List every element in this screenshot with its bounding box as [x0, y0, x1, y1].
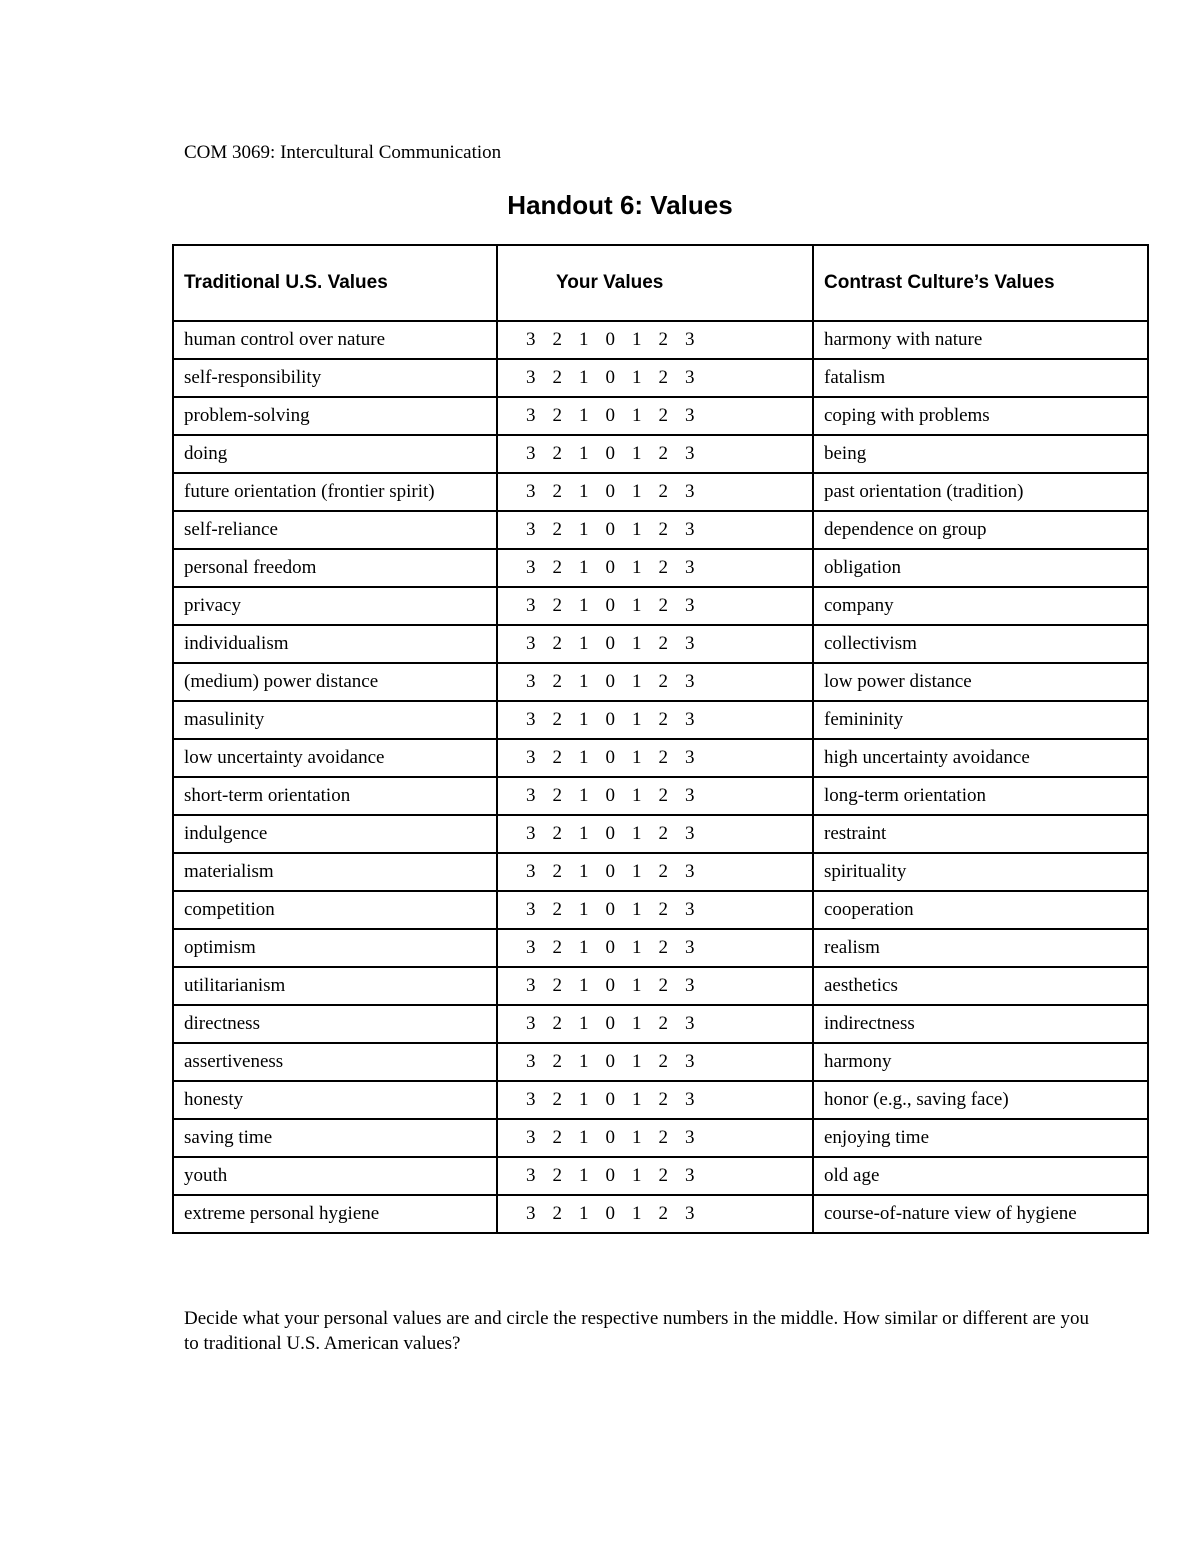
rating-number[interactable]: 2 — [552, 1165, 562, 1186]
traditional-value-cell: materialism — [173, 853, 497, 891]
rating-number[interactable]: 3 — [685, 785, 695, 806]
rating-number[interactable]: 1 — [579, 367, 589, 388]
rating-scale — [526, 861, 812, 883]
rating-number[interactable]: 0 — [605, 1051, 615, 1072]
rating-scale-cell — [497, 1119, 813, 1157]
rating-number[interactable]: 3 — [526, 899, 536, 920]
table-row — [173, 1005, 1148, 1043]
rating-number[interactable]: 0 — [605, 557, 615, 578]
rating-number[interactable]: 1 — [632, 1013, 642, 1034]
traditional-value-cell: personal freedom — [173, 549, 497, 587]
traditional-value-cell: extreme personal hygiene — [173, 1195, 497, 1233]
traditional-value-cell: doing — [173, 435, 497, 473]
values-table — [172, 244, 1149, 1234]
rating-scale — [526, 633, 812, 655]
rating-number[interactable]: 1 — [579, 785, 589, 806]
rating-number[interactable]: 2 — [552, 937, 562, 958]
rating-number[interactable]: 2 — [658, 633, 668, 654]
table-row — [173, 967, 1148, 1005]
traditional-value-cell: youth — [173, 1157, 497, 1195]
rating-number[interactable]: 3 — [685, 519, 695, 540]
contrast-value-cell: realism — [813, 929, 1148, 967]
rating-number[interactable]: 1 — [579, 633, 589, 654]
rating-number[interactable]: 3 — [685, 557, 695, 578]
table-row — [173, 891, 1148, 929]
rating-number[interactable]: 1 — [579, 519, 589, 540]
rating-number[interactable]: 1 — [632, 329, 642, 350]
traditional-value-cell: problem-solving — [173, 397, 497, 435]
contrast-value-cell: fatalism — [813, 359, 1148, 397]
rating-number[interactable]: 2 — [552, 329, 562, 350]
rating-scale-cell — [497, 777, 813, 815]
rating-scale-cell — [497, 511, 813, 549]
rating-number[interactable]: 2 — [552, 367, 562, 388]
rating-scale — [526, 671, 812, 693]
rating-number[interactable]: 2 — [658, 481, 668, 502]
contrast-value-cell: honor (e.g., saving face) — [813, 1081, 1148, 1119]
rating-number[interactable]: 3 — [685, 1203, 695, 1224]
header-contrast-values: Contrast Culture’s Values — [813, 245, 1148, 321]
rating-number[interactable]: 3 — [526, 595, 536, 616]
rating-number[interactable]: 0 — [605, 405, 615, 426]
rating-number[interactable]: 2 — [658, 785, 668, 806]
rating-number[interactable]: 2 — [658, 899, 668, 920]
rating-number[interactable]: 3 — [526, 671, 536, 692]
traditional-value-cell: assertiveness — [173, 1043, 497, 1081]
rating-number[interactable]: 2 — [658, 1203, 668, 1224]
rating-number[interactable]: 0 — [605, 481, 615, 502]
rating-scale — [526, 937, 812, 959]
rating-scale — [526, 481, 812, 503]
rating-number[interactable]: 0 — [605, 823, 615, 844]
rating-scale — [526, 557, 812, 579]
rating-scale-cell — [497, 815, 813, 853]
rating-number[interactable]: 1 — [579, 1127, 589, 1148]
rating-number[interactable]: 3 — [685, 633, 695, 654]
rating-number[interactable]: 1 — [579, 747, 589, 768]
rating-number[interactable]: 1 — [632, 823, 642, 844]
rating-scale — [526, 1165, 812, 1187]
contrast-value-cell: harmony — [813, 1043, 1148, 1081]
rating-number[interactable]: 0 — [605, 1203, 615, 1224]
rating-number[interactable]: 3 — [526, 329, 536, 350]
rating-number[interactable]: 2 — [552, 785, 562, 806]
rating-scale-cell — [497, 625, 813, 663]
rating-number[interactable]: 2 — [658, 443, 668, 464]
rating-number[interactable]: 3 — [685, 937, 695, 958]
rating-scale — [526, 1013, 812, 1035]
rating-number[interactable]: 2 — [552, 747, 562, 768]
rating-number[interactable]: 1 — [579, 1203, 589, 1224]
contrast-value-cell: harmony with nature — [813, 321, 1148, 359]
rating-number[interactable]: 1 — [579, 329, 589, 350]
rating-scale — [526, 899, 812, 921]
table-row — [173, 929, 1148, 967]
rating-number[interactable]: 3 — [685, 747, 695, 768]
rating-number[interactable]: 0 — [605, 785, 615, 806]
rating-number[interactable]: 0 — [605, 1089, 615, 1110]
traditional-value-cell: self-reliance — [173, 511, 497, 549]
rating-scale-cell — [497, 397, 813, 435]
traditional-value-cell: low uncertainty avoidance — [173, 739, 497, 777]
rating-number[interactable]: 1 — [632, 1127, 642, 1148]
rating-scale-cell — [497, 435, 813, 473]
rating-scale-cell — [497, 321, 813, 359]
rating-number[interactable]: 0 — [605, 1127, 615, 1148]
rating-number[interactable]: 1 — [632, 519, 642, 540]
contrast-value-cell: coping with problems — [813, 397, 1148, 435]
traditional-value-cell: individualism — [173, 625, 497, 663]
rating-scale — [526, 1051, 812, 1073]
rating-number[interactable]: 2 — [552, 405, 562, 426]
rating-number[interactable]: 1 — [632, 633, 642, 654]
rating-number[interactable]: 0 — [605, 975, 615, 996]
rating-number[interactable]: 1 — [632, 481, 642, 502]
rating-number[interactable]: 3 — [685, 671, 695, 692]
rating-number[interactable]: 1 — [579, 975, 589, 996]
table-row — [173, 1119, 1148, 1157]
rating-number[interactable]: 1 — [632, 785, 642, 806]
rating-number[interactable]: 1 — [632, 671, 642, 692]
rating-number[interactable]: 1 — [632, 709, 642, 730]
rating-scale-cell — [497, 1157, 813, 1195]
rating-number[interactable]: 2 — [658, 747, 668, 768]
rating-number[interactable]: 0 — [605, 861, 615, 882]
traditional-value-cell: indulgence — [173, 815, 497, 853]
rating-number[interactable]: 3 — [526, 443, 536, 464]
rating-number[interactable]: 2 — [552, 671, 562, 692]
rating-number[interactable]: 3 — [526, 557, 536, 578]
rating-number[interactable]: 1 — [579, 899, 589, 920]
rating-scale-cell — [497, 967, 813, 1005]
rating-number[interactable]: 3 — [685, 1051, 695, 1072]
rating-number[interactable]: 3 — [526, 1089, 536, 1110]
rating-scale-cell — [497, 1195, 813, 1233]
rating-scale — [526, 367, 812, 389]
table-row — [173, 625, 1148, 663]
rating-number[interactable]: 2 — [658, 861, 668, 882]
rating-number[interactable]: 0 — [605, 709, 615, 730]
rating-number[interactable]: 3 — [685, 899, 695, 920]
rating-number[interactable]: 0 — [605, 937, 615, 958]
rating-number[interactable]: 1 — [579, 823, 589, 844]
rating-scale-cell — [497, 1005, 813, 1043]
rating-number[interactable]: 0 — [605, 1013, 615, 1034]
rating-number[interactable]: 1 — [579, 443, 589, 464]
contrast-value-cell: high uncertainty avoidance — [813, 739, 1148, 777]
rating-number[interactable]: 0 — [605, 747, 615, 768]
rating-scale-cell — [497, 473, 813, 511]
rating-number[interactable]: 0 — [605, 443, 615, 464]
rating-scale — [526, 329, 812, 351]
contrast-value-cell: collectivism — [813, 625, 1148, 663]
rating-number[interactable]: 2 — [658, 823, 668, 844]
rating-scale — [526, 1127, 812, 1149]
rating-number[interactable]: 1 — [579, 1013, 589, 1034]
rating-number[interactable]: 2 — [552, 975, 562, 996]
rating-number[interactable]: 3 — [526, 785, 536, 806]
table-row — [173, 359, 1148, 397]
rating-number[interactable]: 2 — [658, 557, 668, 578]
rating-number[interactable]: 0 — [605, 329, 615, 350]
rating-number[interactable]: 2 — [552, 899, 562, 920]
contrast-value-cell: cooperation — [813, 891, 1148, 929]
rating-number[interactable]: 3 — [526, 405, 536, 426]
rating-scale-cell — [497, 663, 813, 701]
rating-scale — [526, 823, 812, 845]
rating-number[interactable]: 2 — [552, 861, 562, 882]
rating-number[interactable]: 1 — [579, 709, 589, 730]
rating-number[interactable]: 0 — [605, 671, 615, 692]
rating-number[interactable]: 3 — [685, 405, 695, 426]
rating-number[interactable]: 1 — [632, 405, 642, 426]
table-row — [173, 777, 1148, 815]
table-row — [173, 587, 1148, 625]
rating-number[interactable]: 1 — [632, 937, 642, 958]
rating-scale-cell — [497, 1081, 813, 1119]
rating-number[interactable]: 0 — [605, 595, 615, 616]
contrast-value-cell: dependence on group — [813, 511, 1148, 549]
rating-number[interactable]: 2 — [552, 1203, 562, 1224]
contrast-value-cell: indirectness — [813, 1005, 1148, 1043]
rating-scale — [526, 975, 812, 997]
rating-number[interactable]: 2 — [552, 633, 562, 654]
rating-number[interactable]: 2 — [658, 1013, 668, 1034]
rating-number[interactable]: 2 — [658, 405, 668, 426]
contrast-value-cell: aesthetics — [813, 967, 1148, 1005]
table-row — [173, 1043, 1148, 1081]
contrast-value-cell: enjoying time — [813, 1119, 1148, 1157]
rating-scale-cell — [497, 359, 813, 397]
rating-number[interactable]: 3 — [526, 633, 536, 654]
table-row — [173, 1157, 1148, 1195]
table-header-row — [173, 245, 1148, 321]
table-row — [173, 511, 1148, 549]
rating-number[interactable]: 0 — [605, 1165, 615, 1186]
traditional-value-cell: competition — [173, 891, 497, 929]
rating-number[interactable]: 2 — [552, 709, 562, 730]
table-row — [173, 321, 1148, 359]
instructions-text: Decide what your personal values are and circle the respective numbers in the middle. How similar or different are you to traditional U.S. American values? — [184, 1308, 1089, 1354]
rating-number[interactable]: 3 — [526, 861, 536, 882]
rating-number[interactable]: 1 — [632, 367, 642, 388]
rating-number[interactable]: 3 — [685, 1127, 695, 1148]
traditional-value-cell: future orientation (frontier spirit) — [173, 473, 497, 511]
rating-number[interactable]: 1 — [579, 481, 589, 502]
rating-number[interactable]: 1 — [632, 1089, 642, 1110]
rating-number[interactable]: 1 — [579, 405, 589, 426]
rating-number[interactable]: 0 — [605, 899, 615, 920]
contrast-value-cell: past orientation (tradition) — [813, 473, 1148, 511]
rating-number[interactable]: 3 — [685, 481, 695, 502]
rating-scale — [526, 785, 812, 807]
contrast-value-cell: course-of-nature view of hygiene — [813, 1195, 1148, 1233]
rating-number[interactable]: 2 — [552, 1127, 562, 1148]
rating-number[interactable]: 1 — [579, 1165, 589, 1186]
traditional-value-cell: privacy — [173, 587, 497, 625]
rating-number[interactable]: 3 — [526, 709, 536, 730]
traditional-value-cell: (medium) power distance — [173, 663, 497, 701]
rating-number[interactable]: 1 — [632, 595, 642, 616]
rating-number[interactable]: 1 — [632, 443, 642, 464]
rating-scale — [526, 519, 812, 541]
contrast-value-cell: restraint — [813, 815, 1148, 853]
rating-number[interactable]: 3 — [685, 861, 695, 882]
rating-scale — [526, 747, 812, 769]
rating-number[interactable]: 3 — [526, 1165, 536, 1186]
rating-number[interactable]: 2 — [658, 1051, 668, 1072]
rating-number[interactable]: 3 — [685, 975, 695, 996]
rating-scale — [526, 595, 812, 617]
rating-number[interactable]: 1 — [579, 1089, 589, 1110]
contrast-value-cell: obligation — [813, 549, 1148, 587]
contrast-value-cell: spirituality — [813, 853, 1148, 891]
rating-number[interactable]: 3 — [685, 709, 695, 730]
rating-number[interactable]: 2 — [552, 481, 562, 502]
rating-number[interactable]: 3 — [526, 1013, 536, 1034]
rating-number[interactable]: 3 — [526, 975, 536, 996]
rating-scale-cell — [497, 549, 813, 587]
rating-scale — [526, 443, 812, 465]
rating-number[interactable]: 1 — [632, 747, 642, 768]
rating-number[interactable]: 2 — [658, 1165, 668, 1186]
rating-number[interactable]: 3 — [526, 747, 536, 768]
traditional-value-cell: honesty — [173, 1081, 497, 1119]
table-row — [173, 397, 1148, 435]
course-title: COM 3069: Intercultural Communication — [184, 142, 502, 163]
table-row — [173, 549, 1148, 587]
rating-number[interactable]: 3 — [685, 1089, 695, 1110]
table-row — [173, 663, 1148, 701]
rating-number[interactable]: 3 — [685, 1013, 695, 1034]
rating-number[interactable]: 3 — [526, 481, 536, 502]
traditional-value-cell: self-responsibility — [173, 359, 497, 397]
rating-number[interactable]: 3 — [526, 1203, 536, 1224]
table-row — [173, 473, 1148, 511]
table-row — [173, 815, 1148, 853]
contrast-value-cell: old age — [813, 1157, 1148, 1195]
rating-number[interactable]: 1 — [579, 557, 589, 578]
rating-number[interactable]: 2 — [658, 329, 668, 350]
table-body — [173, 321, 1148, 1233]
traditional-value-cell: short-term orientation — [173, 777, 497, 815]
rating-number[interactable]: 3 — [526, 937, 536, 958]
rating-number[interactable]: 1 — [632, 899, 642, 920]
header-traditional-values: Traditional U.S. Values — [173, 245, 497, 321]
rating-number[interactable]: 1 — [632, 1203, 642, 1224]
rating-scale-cell — [497, 929, 813, 967]
table-row — [173, 701, 1148, 739]
traditional-value-cell: optimism — [173, 929, 497, 967]
rating-number[interactable]: 2 — [552, 557, 562, 578]
rating-scale-cell — [497, 853, 813, 891]
rating-number[interactable]: 1 — [579, 595, 589, 616]
handout-title: Handout 6: Values — [507, 190, 733, 220]
rating-number[interactable]: 2 — [658, 671, 668, 692]
rating-number[interactable]: 3 — [685, 1165, 695, 1186]
rating-number[interactable]: 1 — [632, 975, 642, 996]
rating-scale-cell — [497, 891, 813, 929]
rating-number[interactable]: 2 — [658, 1127, 668, 1148]
rating-number[interactable]: 2 — [552, 519, 562, 540]
contrast-value-cell: low power distance — [813, 663, 1148, 701]
rating-scale-cell — [497, 1043, 813, 1081]
rating-number[interactable]: 1 — [632, 557, 642, 578]
rating-number[interactable]: 3 — [685, 329, 695, 350]
traditional-value-cell: masulinity — [173, 701, 497, 739]
rating-number[interactable]: 2 — [552, 1013, 562, 1034]
rating-number[interactable]: 0 — [605, 367, 615, 388]
contrast-value-cell: femininity — [813, 701, 1148, 739]
rating-number[interactable]: 1 — [632, 861, 642, 882]
rating-number[interactable]: 2 — [552, 443, 562, 464]
rating-number[interactable]: 1 — [579, 937, 589, 958]
rating-number[interactable]: 3 — [526, 823, 536, 844]
rating-number[interactable]: 2 — [658, 709, 668, 730]
rating-scale-cell — [497, 701, 813, 739]
rating-number[interactable]: 2 — [552, 1089, 562, 1110]
rating-number[interactable]: 3 — [526, 1051, 536, 1072]
table-row — [173, 1081, 1148, 1119]
rating-number[interactable]: 1 — [579, 671, 589, 692]
rating-number[interactable]: 0 — [605, 633, 615, 654]
table-row — [173, 435, 1148, 473]
contrast-value-cell: being — [813, 435, 1148, 473]
traditional-value-cell: human control over nature — [173, 321, 497, 359]
traditional-value-cell: utilitarianism — [173, 967, 497, 1005]
rating-scale — [526, 1089, 812, 1111]
rating-number[interactable]: 1 — [579, 861, 589, 882]
rating-number[interactable]: 2 — [658, 1089, 668, 1110]
rating-number[interactable]: 0 — [605, 519, 615, 540]
contrast-value-cell: long-term orientation — [813, 777, 1148, 815]
rating-number[interactable]: 3 — [526, 519, 536, 540]
header-your-values: Your Values — [497, 245, 813, 321]
rating-number[interactable]: 2 — [658, 519, 668, 540]
rating-number[interactable]: 3 — [685, 443, 695, 464]
rating-number[interactable]: 3 — [685, 823, 695, 844]
rating-number[interactable]: 2 — [658, 595, 668, 616]
contrast-value-cell: company — [813, 587, 1148, 625]
table-row — [173, 1195, 1148, 1233]
rating-scale-cell — [497, 587, 813, 625]
rating-number[interactable]: 1 — [579, 1051, 589, 1072]
rating-number[interactable]: 2 — [552, 1051, 562, 1072]
rating-number[interactable]: 1 — [632, 1051, 642, 1072]
table-row — [173, 739, 1148, 777]
rating-number[interactable]: 2 — [658, 975, 668, 996]
rating-scale — [526, 1203, 812, 1225]
rating-number[interactable]: 3 — [526, 1127, 536, 1148]
rating-number[interactable]: 2 — [658, 367, 668, 388]
rating-number[interactable]: 2 — [552, 595, 562, 616]
traditional-value-cell: directness — [173, 1005, 497, 1043]
rating-number[interactable]: 1 — [632, 1165, 642, 1186]
rating-scale — [526, 709, 812, 731]
rating-number[interactable]: 3 — [526, 367, 536, 388]
rating-scale — [526, 405, 812, 427]
table-row — [173, 853, 1148, 891]
rating-scale-cell — [497, 739, 813, 777]
rating-number[interactable]: 2 — [658, 937, 668, 958]
rating-number[interactable]: 3 — [685, 367, 695, 388]
rating-number[interactable]: 3 — [685, 595, 695, 616]
rating-number[interactable]: 2 — [552, 823, 562, 844]
traditional-value-cell: saving time — [173, 1119, 497, 1157]
